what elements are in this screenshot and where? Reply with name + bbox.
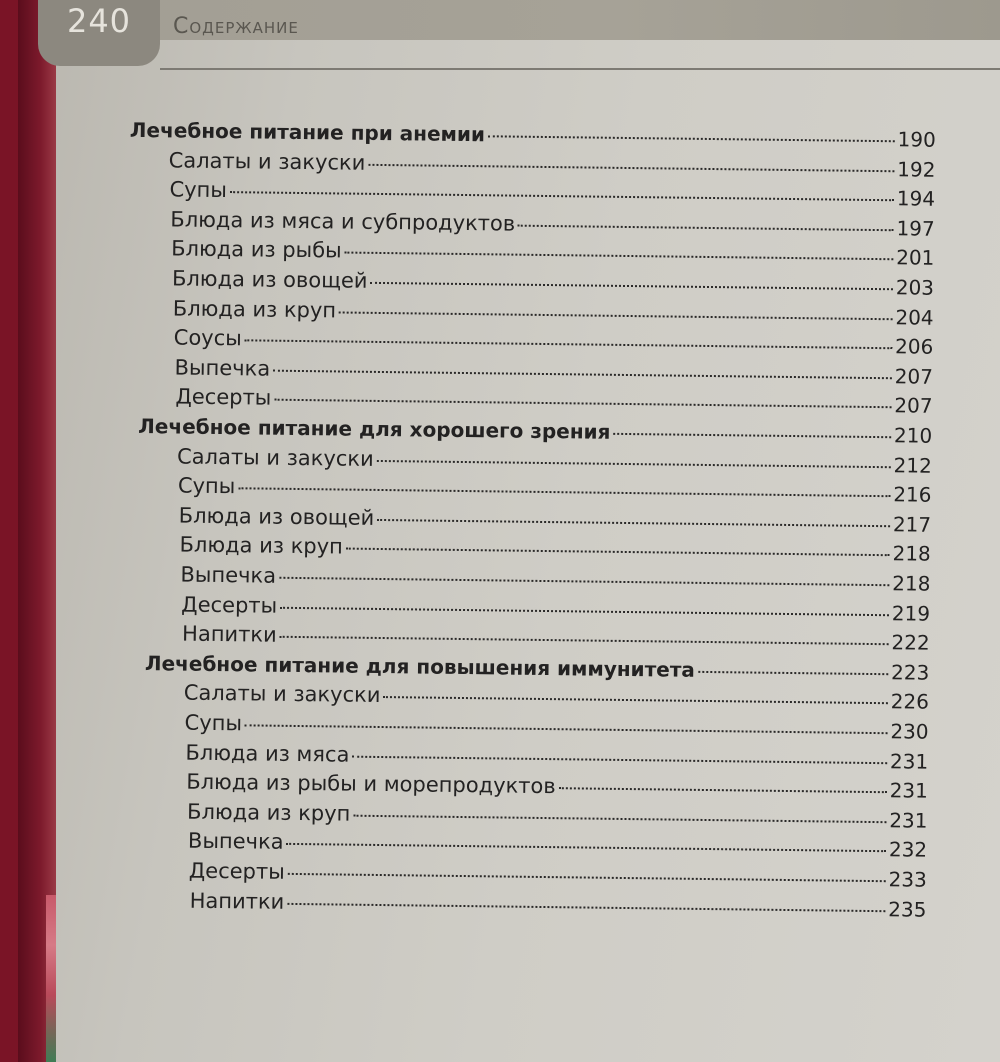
toc-entry-title: Напитки bbox=[189, 888, 285, 914]
toc-entry-title: Блюда из круп bbox=[179, 532, 343, 559]
toc-entry bbox=[169, 148, 936, 181]
dot-leader bbox=[280, 636, 889, 645]
dot-leader bbox=[280, 606, 889, 615]
dot-leader bbox=[368, 163, 894, 171]
toc-entry-page: 235 bbox=[888, 896, 927, 922]
dot-leader bbox=[370, 282, 892, 290]
toc-entry-title: Салаты и закуски bbox=[176, 444, 374, 471]
toc-entry-title: Салаты и закуски bbox=[168, 147, 366, 175]
dot-leader bbox=[698, 671, 888, 675]
dot-leader bbox=[273, 369, 892, 379]
toc-entry-page: 212 bbox=[893, 452, 932, 478]
toc-entry-page: 203 bbox=[895, 275, 935, 300]
toc-entry bbox=[174, 326, 934, 359]
dot-leader bbox=[613, 433, 891, 438]
toc-entry-page: 206 bbox=[894, 334, 934, 359]
toc-entry bbox=[185, 740, 928, 773]
toc-entry bbox=[184, 681, 929, 714]
toc-entry-title: Блюда из овощей bbox=[178, 503, 375, 530]
page-number: 240 bbox=[66, 2, 132, 40]
toc-section-entry bbox=[130, 118, 936, 152]
toc-entry-title: Блюда из круп bbox=[187, 799, 351, 826]
toc-entry bbox=[188, 829, 927, 862]
toc-entry-title: Выпечка bbox=[174, 355, 271, 381]
toc-entry-title: Напитки bbox=[181, 621, 277, 647]
dot-leader bbox=[238, 487, 890, 497]
book-page bbox=[18, 0, 1000, 1062]
toc-entry-title: Блюда из мяса и субпродуктов bbox=[170, 207, 516, 236]
toc-entry bbox=[170, 207, 935, 240]
toc-entry-title: Десерты bbox=[175, 384, 272, 411]
dot-leader bbox=[559, 787, 887, 793]
toc-entry-title: Блюда из овощей bbox=[171, 266, 368, 293]
toc-entry-title: Десерты bbox=[188, 858, 285, 884]
toc-entry-page: 232 bbox=[888, 837, 928, 863]
toc-entry-title: Блюда из мяса bbox=[185, 740, 350, 767]
dot-leader bbox=[346, 548, 890, 557]
toc-entry bbox=[173, 296, 934, 329]
toc-entry-title: Супы bbox=[169, 177, 228, 203]
toc-entry-page: 218 bbox=[892, 541, 931, 567]
toc-entry-title: Блюда из рыбы и морепродуктов bbox=[186, 769, 556, 799]
toc-entry bbox=[190, 888, 927, 921]
toc-entry-page: 210 bbox=[893, 423, 933, 448]
dot-leader bbox=[279, 577, 889, 586]
toc-entry-page: 230 bbox=[890, 719, 929, 744]
toc-entry bbox=[181, 592, 930, 625]
dot-leader bbox=[245, 724, 887, 734]
toc-entry-page: 231 bbox=[889, 808, 928, 833]
toc-entry bbox=[187, 799, 928, 832]
toc-entry bbox=[172, 266, 934, 299]
toc-entry-page: 218 bbox=[892, 571, 931, 596]
toc-entry-page: 231 bbox=[889, 748, 929, 774]
toc-entry-page: 197 bbox=[896, 216, 935, 241]
toc-entry-title: Блюда из рыбы bbox=[171, 236, 342, 263]
table-of-contents bbox=[18, 0, 1000, 1062]
toc-entry-page: 233 bbox=[888, 867, 927, 892]
dot-leader bbox=[377, 460, 891, 468]
toc-entry-page: 201 bbox=[896, 245, 935, 271]
toc-entry-page: 231 bbox=[889, 778, 928, 803]
toc-entry-title: Выпечка bbox=[180, 562, 277, 588]
dot-leader bbox=[352, 755, 887, 764]
toc-entry-title: Лечебное питание для хорошего зрения bbox=[138, 414, 611, 444]
toc-entry-page: 190 bbox=[897, 127, 936, 152]
toc-entry-page: 223 bbox=[890, 660, 930, 685]
toc-entry-page: 207 bbox=[894, 393, 933, 419]
toc-entry-title: Соусы bbox=[173, 325, 242, 351]
dot-leader bbox=[288, 873, 886, 882]
toc-section-entry bbox=[145, 651, 930, 685]
toc-entry bbox=[177, 444, 932, 477]
toc-entry-page: 226 bbox=[890, 689, 930, 715]
toc-entry-page: 217 bbox=[892, 512, 932, 537]
dot-leader bbox=[353, 814, 886, 823]
dot-leader bbox=[287, 902, 885, 911]
toc-entry bbox=[179, 533, 930, 566]
toc-entry-title: Супы bbox=[177, 473, 236, 499]
toc-entry bbox=[169, 178, 935, 211]
toc-entry bbox=[174, 355, 933, 388]
toc-entry-title: Блюда из круп bbox=[172, 296, 337, 323]
dot-leader bbox=[488, 135, 895, 142]
toc-entry-title: Выпечка bbox=[187, 829, 284, 855]
dot-leader bbox=[345, 252, 893, 261]
toc-entry-title: Лечебное питание при анемии bbox=[129, 117, 486, 147]
toc-entry-page: 222 bbox=[891, 630, 930, 655]
toc-entry bbox=[171, 237, 934, 270]
dot-leader bbox=[245, 340, 892, 350]
toc-entry-page: 192 bbox=[897, 156, 936, 182]
dot-leader bbox=[287, 843, 886, 852]
toc-entry bbox=[179, 503, 932, 536]
dot-leader bbox=[377, 519, 890, 527]
toc-entry-page: 216 bbox=[893, 482, 932, 507]
toc-entry-page: 194 bbox=[896, 186, 936, 211]
dot-leader bbox=[339, 311, 892, 320]
toc-entry bbox=[175, 385, 932, 418]
toc-entry bbox=[180, 563, 930, 596]
dot-leader bbox=[230, 191, 894, 201]
toc-entry-title: Десерты bbox=[181, 592, 278, 618]
toc-entry-title: Лечебное питание для повышения иммунитета bbox=[144, 650, 696, 682]
toc-entry-title: Супы bbox=[184, 710, 243, 736]
dot-leader bbox=[383, 696, 887, 704]
dot-leader bbox=[274, 399, 891, 409]
toc-entry-page: 219 bbox=[891, 600, 931, 626]
toc-entry bbox=[182, 622, 930, 655]
dot-leader bbox=[518, 224, 893, 231]
toc-entry-page: 207 bbox=[894, 364, 934, 389]
section-title: Содержание bbox=[173, 14, 299, 39]
toc-entry-page: 204 bbox=[895, 304, 934, 330]
toc-entry bbox=[184, 711, 928, 744]
toc-entry bbox=[189, 859, 927, 892]
toc-entry-title: Салаты и закуски bbox=[183, 680, 381, 708]
toc-entry bbox=[186, 770, 928, 803]
toc-section-entry bbox=[138, 414, 932, 448]
toc-entry bbox=[178, 474, 932, 507]
